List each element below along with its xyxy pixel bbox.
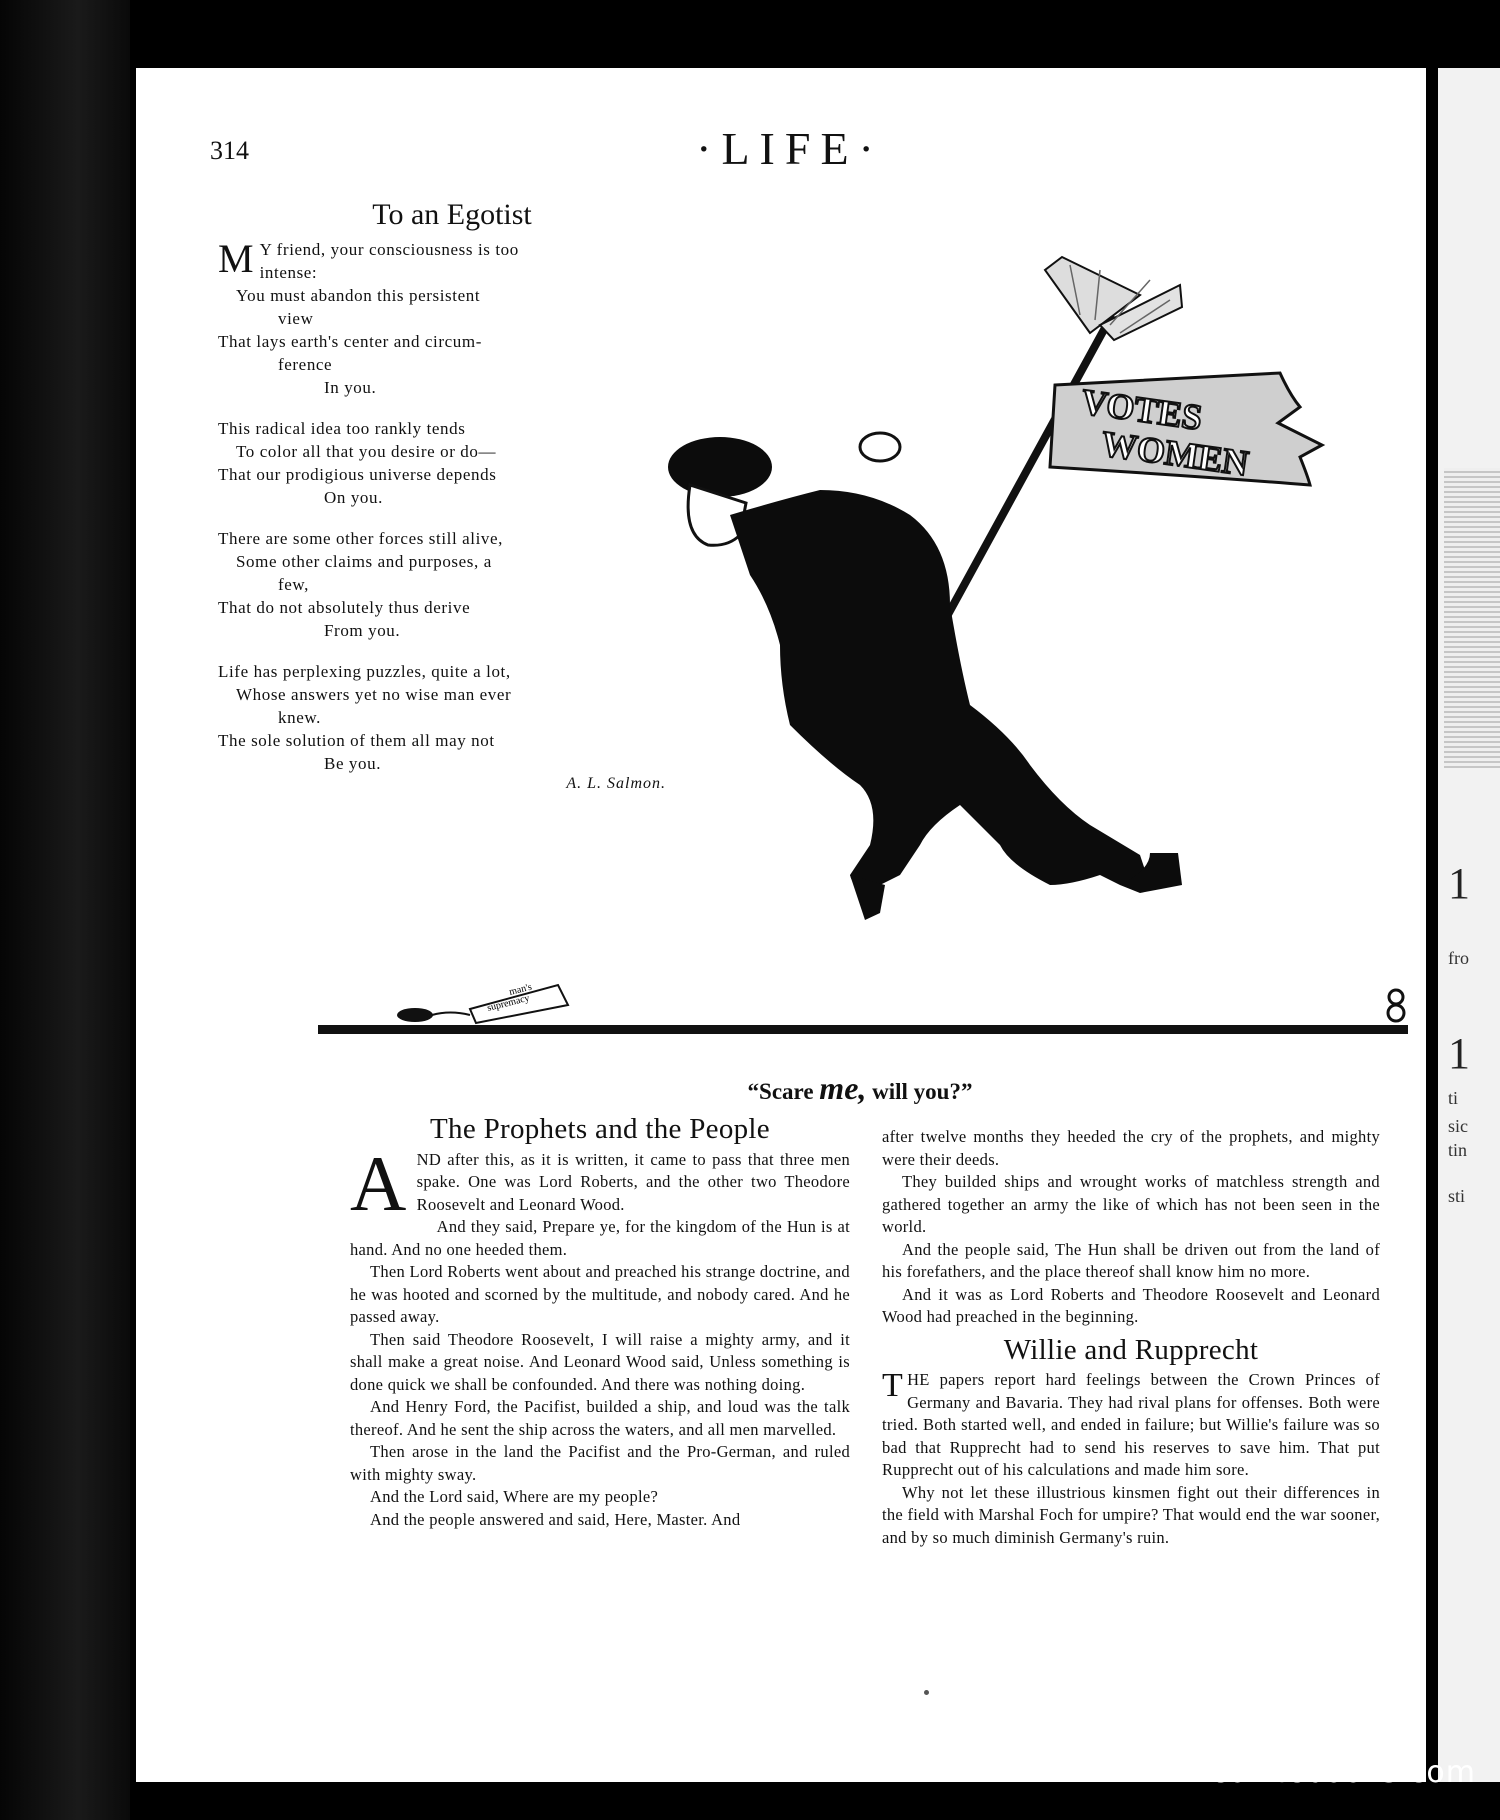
- poem-line: Some other claims and purposes, a: [236, 552, 492, 571]
- article-paragraph: ND after this, as it is written, it came to pass that three men spake. One was Lord Roberts, and the other two Theodore Roosevelt and Leonard Wood.: [416, 1149, 850, 1214]
- poem-title: To an Egotist: [372, 198, 532, 231]
- adjacent-page-fragment: tin: [1448, 1140, 1468, 1160]
- article-paragraph: And Henry Ford, the Pacifist, builded a ship, and loud was the talk thereof. And he sent the ship across the waters, and all men marvelled.: [350, 1397, 850, 1439]
- adjacent-page-fragment: ti: [1448, 1088, 1459, 1108]
- poem-line: From you.: [324, 621, 401, 640]
- article-dropcap: A: [350, 1139, 407, 1227]
- article-paragraph: And it was as Lord Roberts and Theodore Roosevelt and Leonard Wood had preached in the beginning.: [882, 1284, 1380, 1326]
- article-paragraph: And the people answered and said, Here, Master. And: [370, 1509, 741, 1529]
- suffragette-cartoon: [310, 245, 1420, 1055]
- caption-text: “Scare: [747, 1079, 820, 1104]
- poem-line: view: [278, 309, 314, 328]
- caption-emphasis: me,: [819, 1070, 867, 1106]
- broom-bristles: [1045, 257, 1182, 340]
- watermark: comicbooks.com: [1210, 1755, 1476, 1790]
- article-paragraph: Then arose in the land the Pacifist and the Pro-German, and ruled with mighty sway.: [350, 1442, 850, 1484]
- poem-line: You must abandon this persistent: [236, 286, 481, 305]
- poem-line: In you.: [324, 378, 377, 397]
- poem-line: On you.: [324, 488, 383, 507]
- broom-handle: [928, 315, 1112, 651]
- cartoon-caption: [620, 1070, 1100, 1107]
- article-dropcap: T: [882, 1367, 904, 1404]
- poem-line: This radical idea too rankly tends: [218, 419, 466, 438]
- article-paragraph: Then Lord Roberts went about and preached his strange doctrine, and he was hooted and scorned by the multitude, and nobody cared. And he passed away.: [350, 1262, 850, 1326]
- pennant-text-women: WOMEN: [1098, 423, 1252, 484]
- pennant-text-votes: VOTES: [1078, 381, 1205, 438]
- poem-line: That our prodigious universe depends: [218, 465, 497, 484]
- adjacent-page-fragment: sic: [1448, 1116, 1468, 1136]
- mouse-with-banner: [397, 982, 568, 1023]
- adjacent-page-illustration: [1444, 468, 1500, 768]
- poem-line: Life has perplexing puzzles, quite a lot,: [218, 662, 511, 681]
- mouse-banner-text-2: supremacy: [486, 992, 531, 1014]
- article-title: The Prophets and the People: [430, 1113, 770, 1145]
- poem-dropcap: M: [218, 236, 254, 281]
- caption-text: will you?”: [866, 1079, 973, 1104]
- article-paragraph: And the people said, The Hun shall be driven out from the land of his forefathers, and the place thereof shall know him no more.: [882, 1239, 1380, 1281]
- mouse-banner-text-1: man's: [508, 981, 533, 998]
- adjacent-page-edge: [1438, 68, 1500, 1782]
- article-paragraph: They builded ships and wrought works of matchless strength and gathered together an army the like of which has not been seen in the world.: [882, 1172, 1380, 1236]
- article-paragraph: Then said Theodore Roosevelt, I will raise a mighty army, and it shall make a great noise. And Leonard Wood said, Unless something is done quick we shall be confounded. And there was nothing doing.: [350, 1329, 850, 1394]
- article-prophets: [350, 1113, 850, 1531]
- suffragette-silhouette: [668, 433, 1182, 920]
- poem-line: few,: [278, 575, 310, 594]
- article-paragraph: And they said, Prepare ye, for the kingdom of the Hun is at hand. And no one heeded them.: [350, 1217, 850, 1259]
- artist-monogram: [1388, 990, 1404, 1021]
- poem-line: knew.: [278, 708, 321, 727]
- poem-line: That lays earth's center and circum-: [218, 332, 482, 351]
- poem-line: Whose answers yet no wise man ever: [236, 685, 512, 704]
- poem-line: To color all that you desire or do—: [236, 442, 497, 461]
- poem-line: ference: [278, 355, 333, 374]
- page-number: 314: [210, 136, 249, 165]
- poem-line: Y friend, your consciousness is too: [259, 240, 519, 259]
- print-speck: [924, 1690, 929, 1695]
- poem-line: That do not absolutely thus derive: [218, 598, 471, 617]
- article-paragraph: after twelve months they heeded the cry of the prophets, and mighty were their deeds.: [882, 1127, 1380, 1169]
- adjacent-page-fragment: fro: [1448, 948, 1469, 968]
- poem-line: There are some other forces still alive,: [218, 529, 504, 548]
- poem-line: The sole solution of them all may not: [218, 731, 495, 750]
- masthead: ·LIFE·: [696, 123, 884, 174]
- adjacent-page-fragment: 1: [1448, 859, 1470, 908]
- article-paragraph: And the Lord said, Where are my people?: [370, 1487, 659, 1506]
- article-continuation-column: [882, 1126, 1380, 1549]
- ground-line: [318, 1025, 1408, 1034]
- poem-author: A. L. Salmon.: [566, 775, 666, 792]
- article-title: Willie and Rupprecht: [1003, 1333, 1259, 1366]
- adjacent-page-fragment: sti: [1448, 1186, 1466, 1206]
- article-paragraph: Why not let these illustrious kinsmen fight out their differences in the field with Marshal Foch for umpire? That would end the war sooner, and by so much diminish Germany's ruin.: [882, 1482, 1380, 1547]
- binding-spine: [0, 0, 130, 1820]
- poem-line: intense:: [259, 263, 318, 282]
- poem-line: Be you.: [324, 754, 382, 773]
- adjacent-page-fragment: 1: [1448, 1029, 1470, 1078]
- article-paragraph: HE papers report hard feelings between the Crown Princes of Germany and Bavaria. They had rival plans for offenses. Both were tried. Both started well, and ended in failure; but Willie's failure was so bad that Rupprecht had to send his reserves to save him. That put Rupprecht out of his calculations and made him sore.: [882, 1370, 1380, 1479]
